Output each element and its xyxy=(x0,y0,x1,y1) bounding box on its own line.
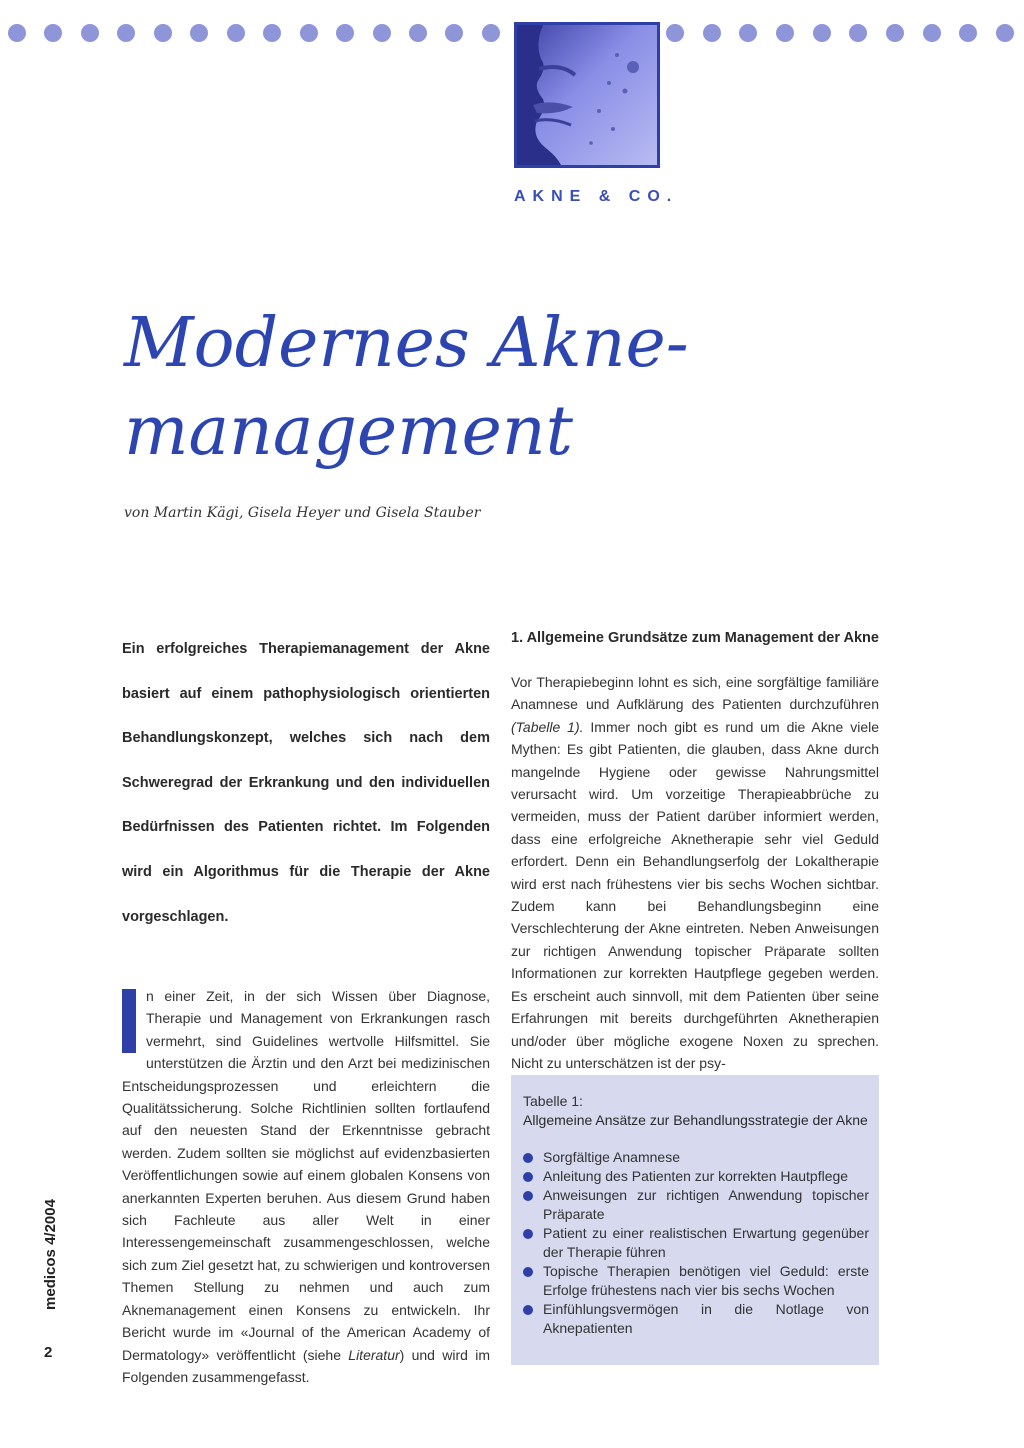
list-item: Anleitung des Patienten zur korrekten Hautpflege xyxy=(523,1167,869,1186)
list-item: Topische Therapien benötigen viel Geduld: erste Erfolge frühestens nach vier bis sechs Wochen xyxy=(523,1262,869,1300)
decorative-dot xyxy=(44,24,62,42)
decorative-dot xyxy=(739,24,757,42)
section-label: AKNE & CO. xyxy=(514,188,679,205)
decorative-dot xyxy=(703,24,721,42)
decorative-dot xyxy=(336,24,354,42)
section-body-end: Immer noch gibt es rund um die Akne viele Mythen: Es gibt Patienten, die glauben, dass Akne durch mangelnde Hygiene oder gewisse Nahrungsmittel verursacht wird. Um vorzeitige Therapieabbrüche zu vermeiden, muss der Patient darüber informiert werden, dass eine erfolgreiche Aknetherapie sehr viel Geduld erfordert. Denn ein Behandlungserfolg der Lokaltherapie wird erst nach frühestens vier bis sechs Wochen sichtbar. Zudem kann bei Behandlungsbeginn eine Verschlechterung der Akne eintreten. Neben Anweisungen zur richtigen Anwendung topischer Präparate sollten Informationen zur korrekten Hautpflege gegeben werden. Es erscheint auch sinnvoll, mit dem Patienten über seine Erfahrungen mit bereits durchgeführten Aknetherapien und/oder über mögliche exogene Noxen zu sprechen. Nicht zu unterschätzen ist der psy- xyxy=(511,718,879,1071)
literature-reference: Literatur xyxy=(348,1346,400,1363)
decorative-dot xyxy=(190,24,208,42)
decorative-dot xyxy=(8,24,26,42)
list-item: Einfühlungsvermögen in die Notlage von Aknepatienten xyxy=(523,1300,869,1338)
article-title-line-2: management xyxy=(124,392,573,471)
intro-paragraph xyxy=(122,985,490,1388)
decorative-dot xyxy=(959,24,977,42)
table-bullet-list xyxy=(523,1148,869,1338)
author-byline: von Martin Kägi, Gisela Heyer und Gisela Stauber xyxy=(124,505,481,521)
list-item: Patient zu einer realistischen Erwartung gegenüber der Therapie führen xyxy=(523,1224,869,1262)
page-number: 2 xyxy=(44,1344,53,1361)
journal-issue-text: medicos 4/2004 xyxy=(42,1198,59,1310)
section-heading: 1. Allgemeine Grundsätze zum Management der Akne xyxy=(511,630,879,646)
decorative-dot xyxy=(154,24,172,42)
decorative-dot xyxy=(373,24,391,42)
list-item: Sorgfältige Anamnese xyxy=(523,1148,869,1167)
decorative-dot xyxy=(263,24,281,42)
section-body-text xyxy=(511,671,879,1074)
table-reference: (Tabelle 1). xyxy=(511,718,584,735)
list-item: Anweisungen zur richtigen Anwendung topischer Präparate xyxy=(523,1186,869,1224)
article-title xyxy=(124,300,884,476)
decorative-dot xyxy=(666,24,684,42)
decorative-dot xyxy=(409,24,427,42)
decorative-dot xyxy=(117,24,135,42)
table-1-box xyxy=(511,1075,879,1365)
decorative-dot xyxy=(445,24,463,42)
decorative-dot xyxy=(81,24,99,42)
decorative-dot xyxy=(227,24,245,42)
face-image xyxy=(517,25,657,165)
decorative-dot-row-left xyxy=(8,24,500,42)
table-label: Tabelle 1: xyxy=(523,1093,583,1109)
decorative-dot xyxy=(849,24,867,42)
article-title-line-1: Modernes Akne- xyxy=(124,304,689,383)
decorative-dot-row-right xyxy=(666,24,1014,42)
journal-issue-label xyxy=(37,1186,64,1322)
decorative-dot xyxy=(813,24,831,42)
intro-text-end: ) und wird im Folgenden zusammengefasst. xyxy=(122,1346,490,1385)
intro-text-start: n einer Zeit, in der sich Wissen über Diagnose, Therapie und Management von Erkrankungen rasch vermehrt, sind Guidelines wertvolle Hilfsmittel. Sie unterstützen die Ärztin und den Arzt bei medizinischen Entscheidungsprozessen und erleichtern die Qualitätssicherung. Solche Richtlinien sollten fortlaufend auf den neuesten Stand der Erkenntnisse gebracht werden. Zudem sollten sie möglichst auf evidenzbasierten Veröffentlichungen sowie auf einem globalen Konsens von anerkannten Experten beruhen. Aus diesem Grund haben sich Fachleute aus aller Welt in einer Interessengemeinschaft zusammengeschlossen, welche sich zum Ziel gesetzt hat, zu schwierigen und kontroversen Themen Stellung zu nehmen und auch zum Aknemanagement einen Konsens zu entwickeln. Ihr Bericht wurde im «Journal of the American Academy of Dermatology» veröffentlicht (siehe xyxy=(122,988,490,1363)
table-title: Allgemeine Ansätze zur Behandlungsstrategie der Akne xyxy=(523,1112,868,1128)
lead-paragraph: Ein erfolgreiches Therapiemanagement der Akne basiert auf einem pathophysiologisch orientierten Behandlungskonzept, welches sich nach dem Schweregrad der Erkrankung und den individuellen Bedürfnissen des Patienten richtet. Im Folgenden wird ein Algorithmus für die Therapie der Akne vorgeschlagen. xyxy=(122,641,490,925)
decorative-dot xyxy=(482,24,500,42)
section-body-start: Vor Therapiebeginn lohnt es sich, eine sorgfältige familiäre Anamnese und Aufklärung des Patienten durchzuführen xyxy=(511,674,879,713)
decorative-dot xyxy=(886,24,904,42)
drop-cap-bar xyxy=(122,989,136,1053)
header-photo xyxy=(514,22,660,168)
decorative-dot xyxy=(996,24,1014,42)
decorative-dot xyxy=(923,24,941,42)
decorative-dot xyxy=(300,24,318,42)
decorative-dot xyxy=(776,24,794,42)
